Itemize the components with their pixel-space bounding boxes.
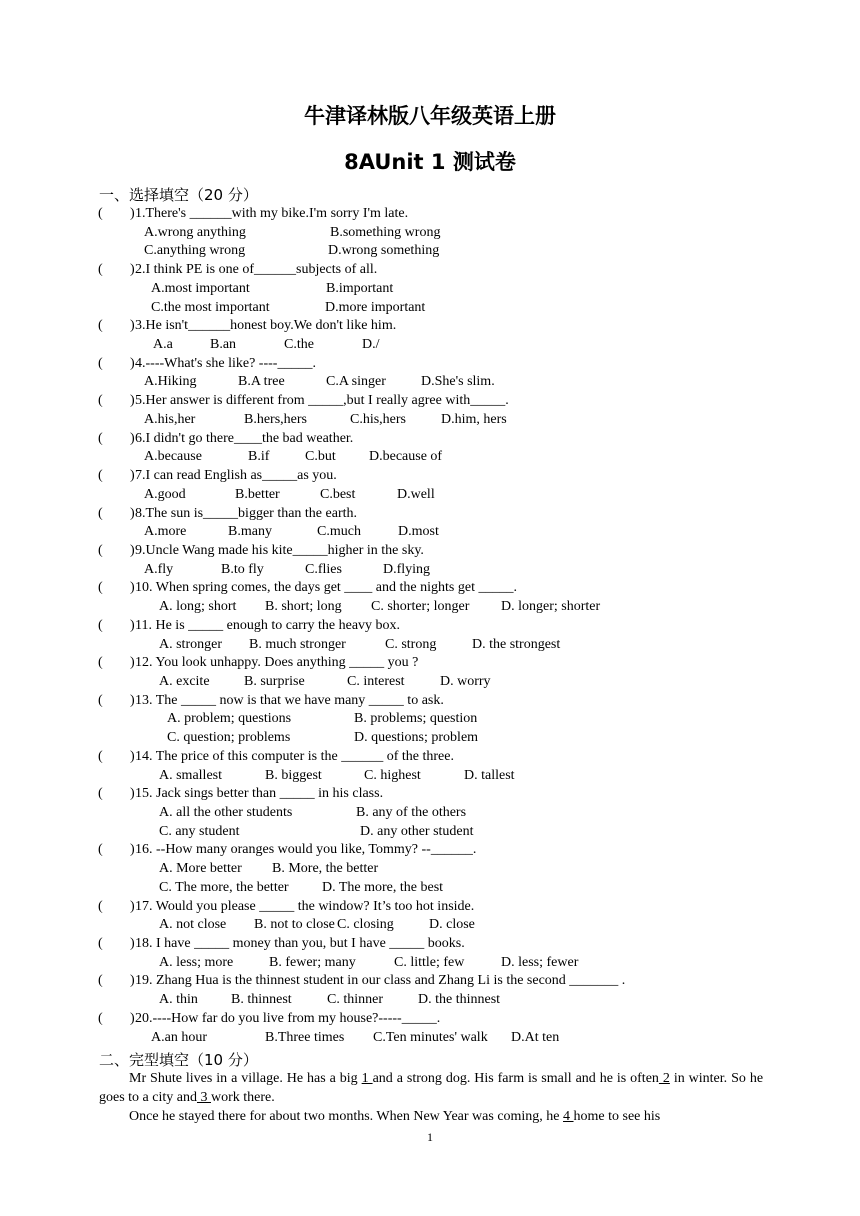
- answer-option: A. smallest: [159, 767, 222, 783]
- answer-bracket-open: (: [98, 842, 103, 858]
- answer-option: D.because of: [369, 449, 443, 465]
- options-row: [98, 710, 778, 729]
- options-row: [98, 879, 778, 898]
- question-row: [98, 317, 778, 336]
- answer-option: D.well: [397, 486, 435, 502]
- answer-option: A. More better: [159, 861, 242, 877]
- passage-text: work there.: [210, 1090, 275, 1105]
- options-row: [98, 242, 778, 261]
- answer-bracket-open: (: [98, 936, 103, 952]
- answer-option: C. thinner: [327, 992, 383, 1008]
- question-stem: 12. You look unhappy. Does anything _____ you ?: [135, 655, 419, 671]
- options-row: [98, 224, 778, 243]
- answer-option: D. close: [429, 917, 475, 933]
- answer-option: D. tallest: [464, 767, 515, 783]
- options-row: [98, 336, 778, 355]
- answer-option: B. much stronger: [249, 636, 346, 652]
- question-stem: 3.He isn't______honest boy.We don't like him.: [135, 318, 397, 334]
- answer-option: A. problem; questions: [167, 711, 292, 727]
- question-stem: 18. I have _____ money than you, but I have _____ books.: [135, 936, 465, 952]
- options-row: [98, 1029, 778, 1048]
- options-row: [98, 804, 778, 823]
- question-stem: 11. He is _____ enough to carry the heavy box.: [135, 617, 401, 633]
- answer-option: D. less; fewer: [501, 954, 579, 970]
- question-stem: 15. Jack sings better than _____ in his class.: [135, 786, 384, 802]
- answer-option: D.wrong something: [328, 243, 440, 259]
- answer-option: A. less; more: [159, 954, 234, 970]
- answer-bracket-close: ): [130, 262, 135, 278]
- question-row: [98, 617, 778, 636]
- options-row: [98, 411, 778, 430]
- document-subtitle: 8AUnit 1 测试卷: [344, 150, 516, 174]
- answer-option: C.best: [320, 486, 356, 502]
- answer-option: A.wrong anything: [144, 224, 246, 240]
- question-row: [98, 542, 778, 561]
- answer-bracket-close: ): [130, 692, 135, 708]
- question-stem: 1.There's ______with my bike.I'm sorry I'm late.: [135, 206, 409, 221]
- answer-option: B. More, the better: [272, 861, 379, 877]
- answer-bracket-open: (: [98, 973, 103, 989]
- answer-bracket-close: ): [130, 898, 135, 914]
- answer-option: B.A tree: [238, 374, 285, 390]
- options-row: [98, 673, 778, 692]
- answer-option: B.Three times: [265, 1029, 345, 1045]
- answer-bracket-close: ): [130, 393, 135, 409]
- question-list: [98, 205, 778, 1047]
- question-row: [98, 355, 778, 374]
- answer-option: B.to fly: [221, 561, 264, 577]
- answer-option: C. The more, the better: [159, 879, 289, 895]
- answer-option: B. short; long: [265, 599, 342, 615]
- answer-option: B. any of the others: [356, 805, 467, 820]
- answer-option: B. not to close: [254, 917, 335, 933]
- answer-bracket-close: ): [130, 468, 135, 484]
- answer-option: B. surprise: [244, 673, 305, 689]
- answer-bracket-close: ): [130, 318, 135, 334]
- answer-option: A. long; short: [159, 599, 237, 615]
- answer-option: C. any student: [159, 823, 240, 839]
- answer-option: C. little; few: [394, 954, 465, 970]
- answer-option: C.his,hers: [350, 411, 406, 427]
- question-row: [98, 205, 778, 224]
- answer-option: C.anything wrong: [144, 243, 246, 259]
- answer-option: B.hers,hers: [244, 411, 307, 427]
- question-stem: 2.I think PE is one of______subjects of all.: [135, 262, 378, 278]
- options-row: [98, 523, 778, 542]
- answer-bracket-open: (: [98, 786, 103, 802]
- answer-option: D. worry: [440, 673, 491, 689]
- answer-bracket-open: (: [98, 206, 103, 221]
- question-row: [98, 430, 778, 449]
- question-row: [98, 972, 778, 991]
- answer-option: D.him, hers: [441, 411, 507, 427]
- answer-bracket-open: (: [98, 655, 103, 671]
- answer-option: A. thin: [159, 992, 198, 1008]
- question-stem: 5.Her answer is different from _____,but I really agree with_____.: [135, 393, 509, 409]
- answer-option: D.She's slim.: [421, 374, 495, 390]
- answer-option: C. highest: [364, 767, 421, 783]
- question-stem: 8.The sun is_____bigger than the earth.: [135, 505, 358, 521]
- answer-bracket-open: (: [98, 430, 103, 446]
- question-stem: 6.I didn't go there____the bad weather.: [135, 430, 354, 446]
- answer-bracket-open: (: [98, 617, 103, 633]
- answer-option: A. all the other students: [159, 805, 293, 820]
- answer-option: D. the strongest: [472, 636, 561, 652]
- options-row: [98, 561, 778, 580]
- answer-bracket-open: (: [98, 318, 103, 334]
- answer-option: D.more important: [325, 299, 426, 315]
- answer-option: A. excite: [159, 673, 210, 689]
- answer-bracket-close: ): [130, 580, 135, 596]
- answer-bracket-close: ): [130, 973, 135, 989]
- options-row: [98, 991, 778, 1010]
- answer-option: C.Ten minutes' walk: [373, 1029, 488, 1045]
- answer-bracket-close: ): [130, 1010, 135, 1026]
- options-row: [98, 486, 778, 505]
- options-row: [98, 729, 778, 748]
- answer-bracket-close: ): [130, 655, 135, 671]
- options-row: [98, 916, 778, 935]
- question-stem: 4.----What's she like? ----_____.: [135, 355, 316, 371]
- question-stem: 16. --How many oranges would you like, Tommy? --______.: [135, 842, 477, 858]
- question-stem: 7.I can read English as_____as you.: [135, 468, 337, 484]
- answer-option: D./: [362, 337, 380, 353]
- answer-bracket-close: ): [130, 748, 135, 764]
- answer-option: A. not close: [159, 917, 227, 933]
- question-row: [98, 898, 778, 917]
- answer-option: B.an: [210, 337, 237, 353]
- answer-option: B.something wrong: [330, 224, 441, 240]
- answer-bracket-open: (: [98, 748, 103, 764]
- cloze-paragraph-1: [99, 1069, 763, 1107]
- options-row: [98, 860, 778, 879]
- answer-option: B. biggest: [265, 767, 322, 783]
- answer-option: B. thinnest: [231, 992, 292, 1008]
- answer-option: A.his,her: [144, 411, 196, 427]
- question-row: [98, 392, 778, 411]
- options-row: [98, 954, 778, 973]
- answer-bracket-close: ): [130, 206, 135, 221]
- answer-bracket-close: ): [130, 842, 135, 858]
- answer-bracket-close: ): [130, 936, 135, 952]
- question-row: [98, 467, 778, 486]
- question-row: [98, 505, 778, 524]
- answer-bracket-close: ): [130, 355, 135, 371]
- cloze-paragraph-2: [99, 1107, 763, 1126]
- page-number: 1: [427, 1130, 433, 1144]
- cloze-blank-1: 1: [361, 1071, 373, 1086]
- answer-option: C. shorter; longer: [371, 599, 470, 615]
- question-row: [98, 841, 778, 860]
- answer-bracket-close: ): [130, 786, 135, 802]
- answer-option: B.if: [248, 449, 270, 465]
- answer-option: C. closing: [337, 917, 394, 933]
- answer-option: A.an hour: [151, 1029, 207, 1045]
- question-stem: 10. When spring comes, the days get ____ and the nights get _____.: [135, 580, 517, 596]
- answer-bracket-open: (: [98, 393, 103, 409]
- answer-option: D.most: [398, 524, 439, 540]
- answer-bracket-open: (: [98, 355, 103, 371]
- answer-option: C.flies: [305, 561, 342, 577]
- answer-option: D. longer; shorter: [501, 599, 601, 615]
- answer-option: B. problems; question: [354, 711, 478, 727]
- question-row: [98, 261, 778, 280]
- answer-option: A.good: [144, 486, 186, 502]
- answer-option: D. the thinnest: [418, 992, 501, 1008]
- answer-option: C. question; problems: [167, 730, 291, 746]
- options-row: [98, 299, 778, 318]
- answer-bracket-open: (: [98, 468, 103, 484]
- answer-option: D. The more, the best: [322, 879, 444, 895]
- answer-bracket-open: (: [98, 692, 103, 708]
- answer-option: B.many: [228, 524, 272, 540]
- section-heading-cloze: 二、完型填空（10 分）: [99, 1051, 258, 1069]
- answer-bracket-open: (: [98, 542, 103, 558]
- options-row: [98, 767, 778, 786]
- options-row: [98, 636, 778, 655]
- cloze-blank-4: 4: [563, 1109, 574, 1124]
- answer-option: A.because: [144, 449, 202, 465]
- question-stem: 14. The price of this computer is the ______ of the three.: [135, 748, 454, 764]
- question-stem: 20.----How far do you live from my house?-----_____.: [135, 1010, 441, 1026]
- answer-option: D.flying: [383, 561, 431, 577]
- answer-bracket-close: ): [130, 430, 135, 446]
- question-stem: 19. Zhang Hua is the thinnest student in our class and Zhang Li is the second _______ .: [135, 973, 626, 989]
- passage-text: home to see his: [573, 1109, 661, 1124]
- answer-option: B.important: [326, 280, 394, 296]
- passage-text: Mr Shute lives in a village. He has a big: [129, 1071, 362, 1086]
- question-stem: 9.Uncle Wang made his kite_____higher in the sky.: [135, 542, 424, 558]
- answer-option: A.Hiking: [144, 374, 197, 390]
- options-row: [98, 598, 778, 617]
- question-row: [98, 579, 778, 598]
- answer-option: B. fewer; many: [269, 954, 356, 970]
- answer-bracket-open: (: [98, 898, 103, 914]
- answer-option: C. strong: [385, 636, 437, 652]
- question-row: [98, 1010, 778, 1029]
- answer-option: A.more: [144, 524, 187, 540]
- cloze-passage: [99, 1069, 763, 1126]
- answer-option: C.the: [284, 337, 314, 353]
- passage-text: Once he stayed there for about two months. When New Year was coming, he: [129, 1109, 564, 1124]
- answer-bracket-open: (: [98, 580, 103, 596]
- question-stem: 13. The _____ now is that we have many _____ to ask.: [135, 692, 444, 708]
- cloze-blank-3: 3: [196, 1090, 211, 1105]
- answer-option: D.At ten: [511, 1029, 560, 1045]
- document-title: 牛津译林版八年级英语上册: [304, 104, 556, 128]
- options-row: [98, 448, 778, 467]
- answer-bracket-close: ): [130, 617, 135, 633]
- answer-bracket-close: ): [130, 542, 135, 558]
- section-heading-choice: 一、选择填空（20 分）: [99, 186, 258, 204]
- answer-option: C. interest: [347, 673, 405, 689]
- passage-text: in winter. So he goes to a city and: [99, 1071, 764, 1105]
- answer-option: B.better: [235, 486, 280, 502]
- cloze-blank-2: 2: [658, 1071, 670, 1086]
- answer-option: A.a: [153, 337, 173, 353]
- question-row: [98, 785, 778, 804]
- question-row: [98, 748, 778, 767]
- answer-option: D. any other student: [360, 823, 474, 839]
- answer-option: D. questions; problem: [354, 730, 479, 746]
- answer-option: A. stronger: [159, 636, 222, 652]
- options-row: [98, 280, 778, 299]
- answer-option: A.most important: [151, 280, 250, 296]
- options-row: [98, 823, 778, 842]
- answer-option: C.A singer: [326, 374, 386, 390]
- options-row: [98, 373, 778, 392]
- passage-text: and a strong dog. His farm is small and he is often: [372, 1071, 659, 1086]
- answer-bracket-open: (: [98, 1010, 103, 1026]
- question-row: [98, 935, 778, 954]
- answer-bracket-open: (: [98, 262, 103, 278]
- answer-option: C.much: [317, 524, 361, 540]
- answer-bracket-close: ): [130, 505, 135, 521]
- answer-option: C.but: [305, 449, 336, 465]
- answer-option: A.fly: [144, 561, 174, 577]
- answer-option: C.the most important: [151, 299, 270, 315]
- question-stem: 17. Would you please _____ the window? It’s too hot inside.: [135, 898, 475, 914]
- question-row: [98, 692, 778, 711]
- answer-bracket-open: (: [98, 505, 103, 521]
- question-row: [98, 654, 778, 673]
